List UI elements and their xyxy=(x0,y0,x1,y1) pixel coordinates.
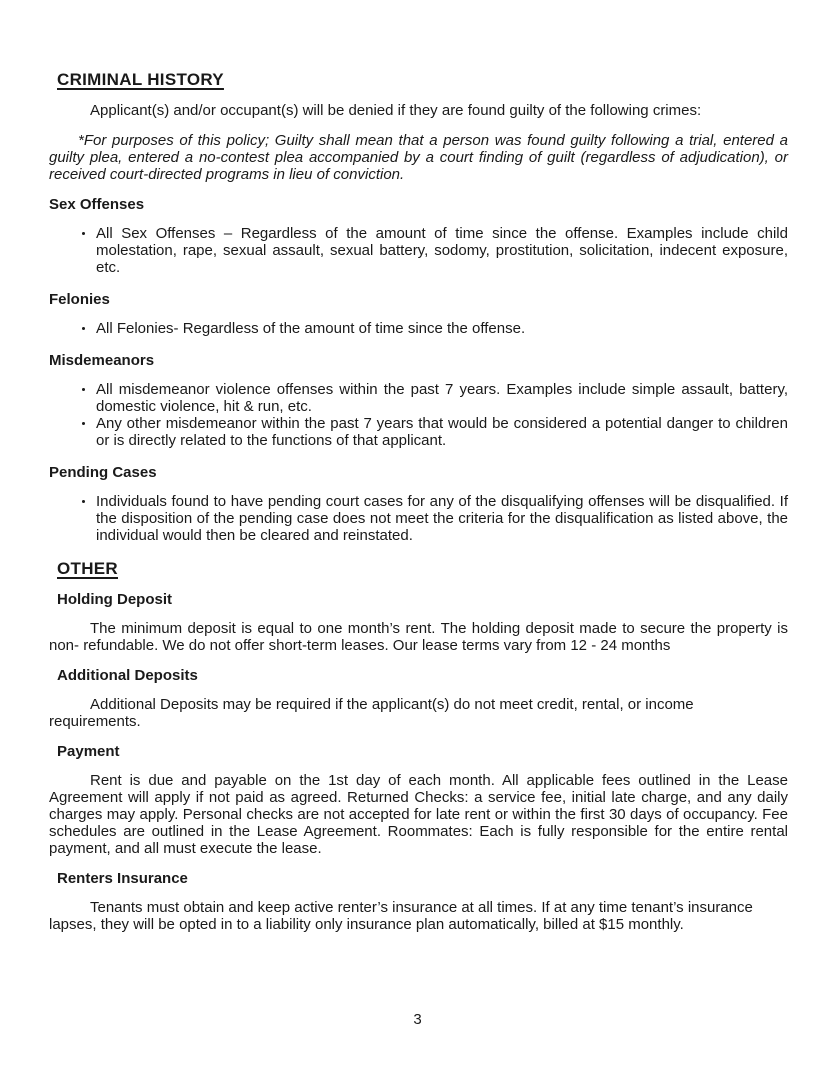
subheading-holding-deposit: Holding Deposit xyxy=(57,591,172,608)
list-item xyxy=(49,320,788,337)
paragraph-holding-deposit: The minimum deposit is equal to one month’s rent. The holding deposit made to secure the property is non- refundable. We do not offer short-term leases. Our lease terms vary from 12 - 24 months xyxy=(49,620,788,654)
paragraph-intro: Applicant(s) and/or occupant(s) will be denied if they are found guilty of the following crimes: xyxy=(90,102,702,119)
paragraph-renters-insurance: Tenants must obtain and keep active renter’s insurance at all times. If at any time tenant’s insurance lapses, they will be opted in to a liability only insurance plan automatically, billed at $15 monthly. xyxy=(49,899,753,933)
bullet-icon xyxy=(82,422,85,425)
bullet-icon xyxy=(82,500,85,503)
bullet-text: Individuals found to have pending court cases for any of the disqualifying offenses will be disqualified. If the disposition of the pending case does not meet the criteria for the disqualification as listed above, the individual would then be cleared and reinstated. xyxy=(96,493,788,544)
list-item xyxy=(49,381,788,415)
subheading-felonies: Felonies xyxy=(49,291,110,308)
list-item xyxy=(49,493,788,544)
bullet-icon xyxy=(82,388,85,391)
bullet-text: All Sex Offenses – Regardless of the amount of time since the offense. Examples include child molestation, rape, sexual assault, sexual battery, sodomy, prostitution, solicitation, indecent exposure, etc. xyxy=(96,225,788,276)
paragraph-payment: Rent is due and payable on the 1st day of each month. All applicable fees outlined in the Lease Agreement will apply if not paid as agreed. Returned Checks: a service fee, initial late charge, and any daily charges may apply. Personal checks are not accepted for late rent or within the first 30 days of occupancy. Fee schedules are outlined in the Lease Agreement. Roommates: Each is fully responsible for the entire rental payment, and all must execute the lease. xyxy=(49,772,788,857)
bullet-text: Any other misdemeanor within the past 7 years that would be considered a potential danger to children or is directly related to the functions of that applicant. xyxy=(96,415,788,449)
paragraph-policy-note: *For purposes of this policy; Guilty shall mean that a person was found guilty following a trial, entered a guilty plea, entered a no-contest plea accompanied by a court finding of guilt (regardless of adjudication), or received court-directed programs in lieu of conviction. xyxy=(49,132,788,183)
bullet-list-misdemeanors xyxy=(49,381,788,449)
bullet-icon xyxy=(82,232,85,235)
bullet-list-felonies xyxy=(49,320,788,337)
subheading-misdemeanors: Misdemeanors xyxy=(49,352,155,369)
bullet-list-pending-cases xyxy=(49,493,788,544)
subheading-payment: Payment xyxy=(57,743,120,760)
subheading-additional-deposits: Additional Deposits xyxy=(57,667,198,684)
bullet-list-sex-offenses xyxy=(49,225,788,276)
bullet-icon xyxy=(82,327,85,330)
subheading-pending-cases: Pending Cases xyxy=(49,464,157,481)
bullet-text: All misdemeanor violence offenses within the past 7 years. Examples include simple assault, battery, domestic violence, hit & run, etc. xyxy=(96,381,788,415)
paragraph-additional-deposits: Additional Deposits may be required if the applicant(s) do not meet credit, rental, or income requirements. xyxy=(49,696,694,730)
subheading-sex-offenses: Sex Offenses xyxy=(49,196,145,213)
subheading-renters-insurance: Renters Insurance xyxy=(57,870,188,887)
section-heading-other: OTHER xyxy=(57,559,118,578)
section-heading-criminal-history: CRIMINAL HISTORY xyxy=(57,70,224,89)
page-number: 3 xyxy=(413,1011,422,1028)
list-item xyxy=(49,415,788,449)
list-item xyxy=(49,225,788,276)
bullet-text: All Felonies- Regardless of the amount of time since the offense. xyxy=(96,320,526,337)
